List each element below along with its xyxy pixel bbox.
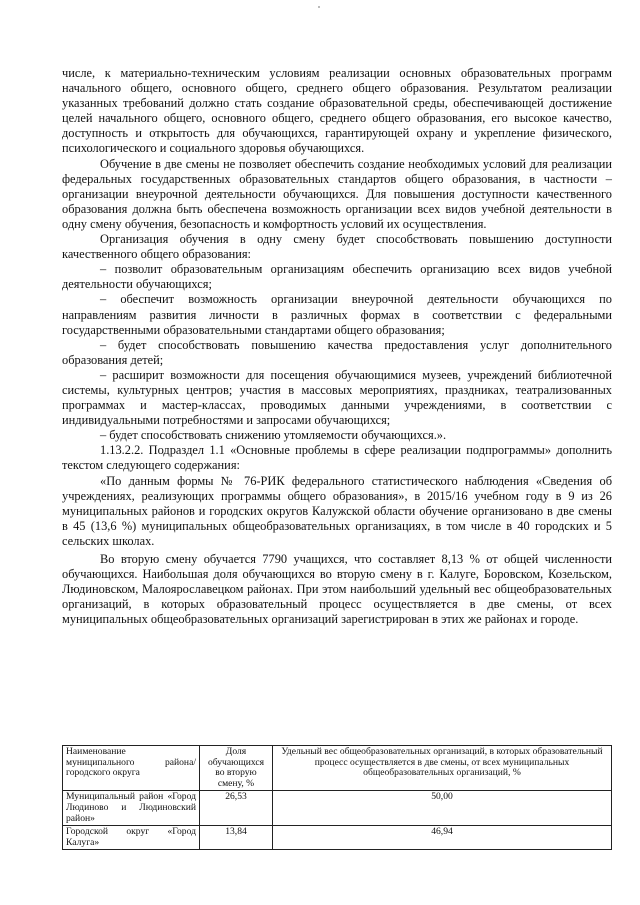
column-header-weight: Удельный вес общеобразовательных организаций, в которых образовательный процесс осуществляется в две смены, от всех муниципальных общеобразовательных организаций, % (273, 746, 612, 791)
table-cell-weight: 46,94 (273, 826, 612, 850)
paragraph-statistics: «По данным формы № 76-РИК федерального статистического наблюдения «Сведения об учреждениях, реализующих программы общего образования», в 2015/16 учебном году в 9 из 26 муниципальных районов и городских округов Калужской области обучение организовано в две смены в 45 (13,6 %) муниципальных общеобразовательных организациях, в том числе в 40 городских и 5 сельских школах. (62, 473, 612, 548)
list-item: – обеспечит возможность организации внеурочной деятельности обучающихся по направлениям развития личности в различных формах в соответствии с федеральными государственными образовательными стандартами общего образования; (62, 292, 612, 337)
paragraph-two-shifts: Обучение в две смены не позволяет обеспечить создание необходимых условий для реализации федеральных государственных образовательных стандартов общего образования, в частности – организации внеурочной деятельности обучающихся. Для повышения доступности качественного образования должна быть обеспечена возможность организации всех видов учебной деятельности в одну смену обучения, безопасность и комфортность условий их осуществления. (62, 156, 612, 231)
list-item: – будет способствовать снижению утомляемости обучающихся.». (100, 428, 447, 443)
scan-speck (318, 6, 320, 8)
list-item: – расширит возможности для посещения обучающимися музеев, учреждений библиотечной системы, культурных центров; участия в массовых мероприятиях, праздниках, театрализованных программах и мастер-классах, проводимых данными учреждениями, в соответствии с индивидуальными потребностями и запросами обучающихся; (62, 367, 612, 428)
document-body (62, 66, 612, 627)
list-item: – будет способствовать повышению качества предоставления услуг дополнительного образования детей; (62, 337, 612, 367)
column-header-share: Доля обучающихся во вторую смену, % (200, 746, 273, 791)
table-header-row (63, 746, 612, 791)
paragraph-second-shift: Во вторую смену обучается 7790 учащихся, что составляет 8,13 % от общей численности обучающихся. Наибольшая доля обучающихся во вторую смену в г. Калуге, Боровском, Козельском, Людиновском, Малоярославецком районах. При этом наибольший удельный вес общеобразовательных организаций, в которых образовательный процесс осуществляется в две смены, от всех муниципальных общеобразовательных организаций зарегистрирован в этих же районах и городе. (62, 552, 612, 627)
table-row (63, 826, 612, 850)
paragraph-one-shift-intro: Организация обучения в одну смену будет способствовать повышению доступности качественного общего образования: (62, 232, 612, 262)
column-header-district: Наименование муниципального района/ городского округа (63, 746, 200, 791)
table-cell-name: Муниципальный район «Город Людиново и Людиновский район» (63, 791, 200, 826)
table-cell-name: Городской округ «Город Калуга» (63, 826, 200, 850)
list-item: – позволит образовательным организациям обеспечить организацию всех видов учебной деятельности обучающихся; (62, 262, 612, 292)
table-cell-weight: 50,00 (273, 791, 612, 826)
table-cell-share: 26,53 (200, 791, 273, 826)
table-cell-share: 13,84 (200, 826, 273, 850)
data-table (62, 745, 612, 850)
paragraph-continuation: числе, к материально-техническим условиям реализации основных образовательных программ начального общего, основного общего, среднего общего образования. Результатом реализации указанных требований должно стать создание образовательной среды, обеспечивающей достижение целей начального общего, основного общего, среднего общего образования, его высокое качество, доступность и открытость для обучающихся, гарантирующей охрану и укрепление физического, психологического и социального здоровья обучающихся. (62, 66, 612, 156)
table-row (63, 791, 612, 826)
paragraph-amendment: 1.13.2.2. Подраздел 1.1 «Основные проблемы в сфере реализации подпрограммы» дополнить текстом следующего содержания: (62, 443, 612, 473)
